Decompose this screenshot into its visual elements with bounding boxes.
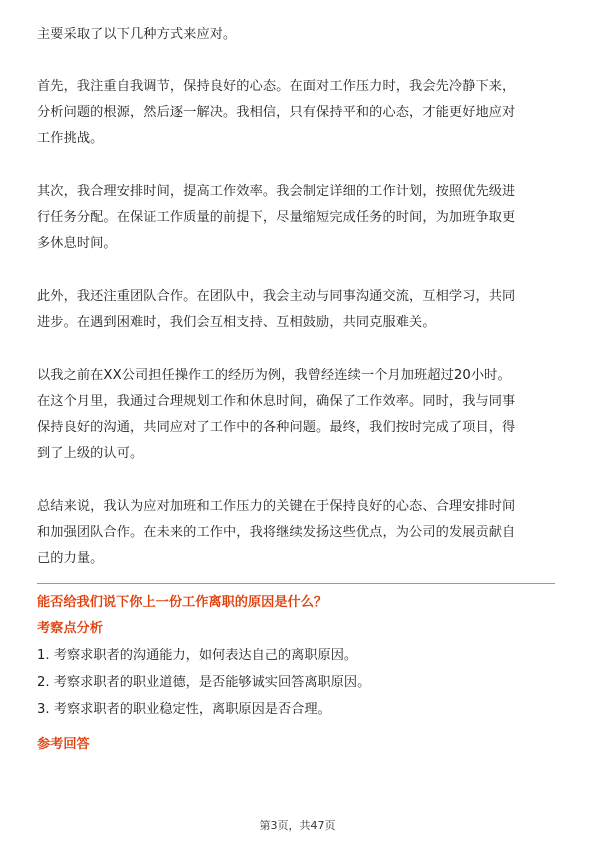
paragraph-line: 此外，我还注重团队合作。在团队中，我会主动与同事沟通交流，互相学习，共同 [37,289,516,304]
question-heading: 能否给我们说下你上一份工作离职的原因是什么？ [37,595,328,610]
paragraph-line: 保持良好的沟通，共同应对了工作中的各种问题。最终，我们按时完成了项目，得 [37,420,516,435]
paragraph-time-management [37,179,555,257]
analysis-item: 3. 考察求职者的职业稳定性，离职原因是否合理。 [37,702,331,717]
paragraph-self-regulation [37,74,555,152]
intro-line: 主要采取了以下几种方式来应对。 [37,27,237,42]
paragraph-line: 在这个月里，我通过合理规划工作和休息时间，确保了工作效率。同时，我与同事 [37,394,516,409]
paragraph-line: 多休息时间。 [37,236,117,251]
paragraph-line: 和加强团队合作。在未来的工作中，我将继续发扬这些优点，为公司的发展贡献自 [37,525,516,540]
page-number-footer: 第3页，共47页 [259,819,336,832]
paragraph-line: 分析问题的根源，然后逐一解决。我相信，只有保持平和的心态，才能更好地应对 [37,105,516,120]
paragraph-line: 首先，我注重自我调节，保持良好的心态。在面对工作压力时，我会先冷静下来， [37,79,516,94]
spacer [37,336,555,363]
spacer [37,152,555,179]
analysis-heading: 考察点分析 [37,621,103,636]
paragraph-line: 进步。在遇到困难时，我们会互相支持、互相鼓励，共同克服难关。 [37,315,436,330]
paragraph-line: 其次，我合理安排时间，提高工作效率。我会制定详细的工作计划，按照优先级进 [37,184,516,199]
paragraph-line: 己的力量。 [37,551,104,566]
paragraph-summary [37,494,555,572]
paragraph-teamwork [37,284,555,336]
paragraph-line: 工作挑战。 [37,131,104,146]
spacer [37,467,555,494]
paragraph-line: 以我之前在XX公司担任操作工的经历为例，我曾经连续一个月加班超过20小时。 [37,368,511,383]
analysis-item: 2. 考察求职者的职业道德，是否能够诚实回答离职原因。 [37,675,371,690]
paragraph-line: 总结来说，我认为应对加班和工作压力的关键在于保持良好的心态、合理安排时间 [37,499,516,514]
section-divider [37,583,555,584]
paragraph-line: 行任务分配。在保证工作质量的前提下，尽量缩短完成任务的时间，为加班争取更 [37,210,516,225]
analysis-item: 1. 考察求职者的沟通能力，如何表达自己的离职原因。 [37,648,358,663]
spacer [37,48,555,74]
spacer [37,257,555,284]
paragraph-line: 到了上级的认可。 [37,446,144,461]
paragraph-example [37,363,555,467]
reference-answer-heading: 参考回答 [37,737,90,752]
